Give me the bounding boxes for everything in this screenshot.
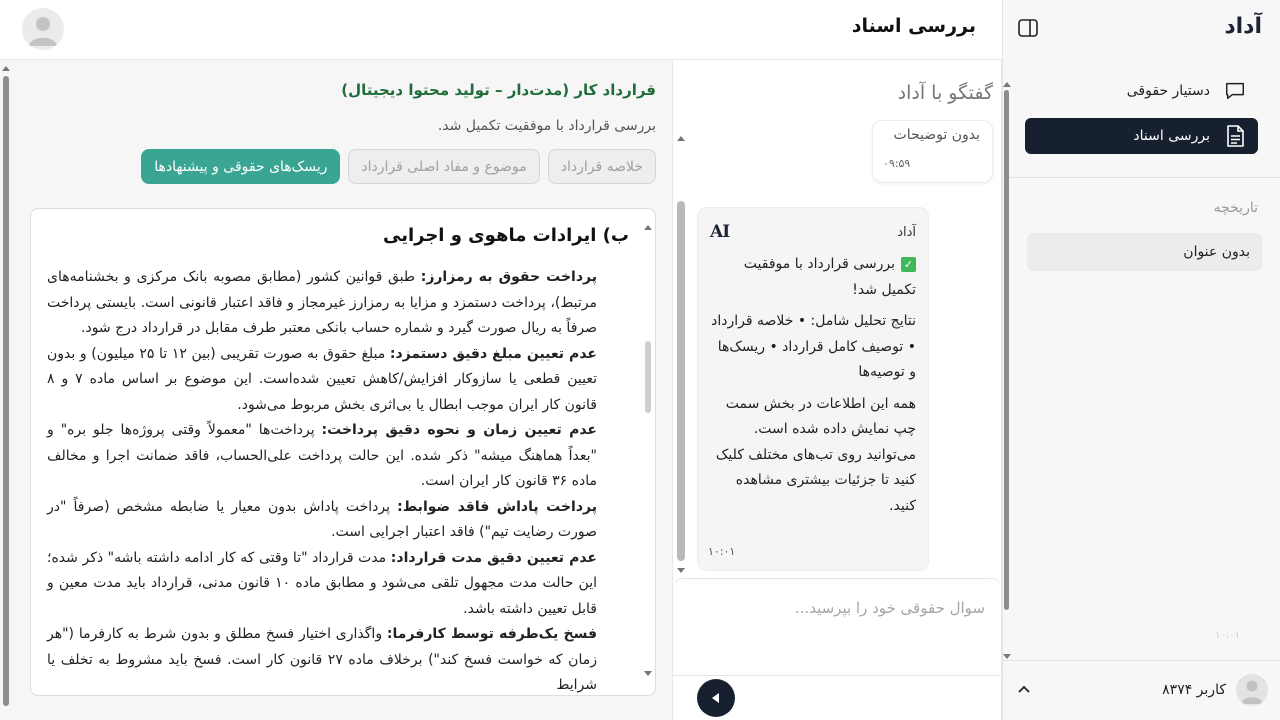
list-item: عدم تعیین مبلغ دقیق دستمزد: مبلغ حقوق به صورت تقریبی (بین ۱۲ تا ۲۵ میلیون) و بدون تعیین قطعی یا سازوکار افزایش/کاهش تعیین شده‌است. این موضوع بر اساس ماده ۷ و ۸ قانون کار ایران موجب ابطال یا بی‌اثری بخش مربوط می‌شود. — [47, 345, 597, 413]
list-item: عدم تعیین دقیق مدت قرارداد: مدت قرارداد "تا وقتی که کار ادامه داشته باشه" ذکر شده؛ این حالت مدت مجهول تلقی می‌شود و مطابق ماده ۱۰ قانون مدنی، قرارداد باید مدت معین و قابل تعیین داشته باشد. — [47, 549, 597, 617]
sidebar-item-document-review[interactable] — [1025, 118, 1258, 154]
send-arrow-icon — [709, 691, 723, 705]
message-text: نتایج تحلیل شامل: • خلاصه قرارداد • توصیف کامل قرارداد • ریسک‌ها و توصیه‌ها — [711, 313, 916, 380]
list-item: عدم تعیین زمان و نحوه دقیق پرداخت: پرداخت‌ها "معمولاً وقتی پروژه‌ها جلو بره" و "بعداً هماهنگ میشه" ذکر شده. این حالت پرداخت علی‌الحساب، فاقد ضمانت اجرا و مخالف ماده ۳۶ قانون کار ایران است. — [47, 422, 597, 489]
list-item: فسخ یک‌طرفه توسط کارفرما: واگذاری اختیار فسخ مطلق و بدون شرط به کارفرما ("هر زمان که خواست فسخ کند") برخلاف ماده ۲۷ قانون کار است. فسخ باید مشروط به تخلف یا شرایط — [47, 626, 598, 693]
document-title: قرارداد کار (مدت‌دار – تولید محتوا دیجیتال) — [341, 81, 656, 99]
document-icon — [1224, 125, 1246, 147]
card-scrollbar[interactable] — [643, 223, 653, 681]
risk-list — [47, 265, 597, 696]
user-menu[interactable] — [1017, 668, 1268, 712]
sidebar-item-legal-assistant[interactable] — [1025, 73, 1258, 109]
chat-header: گفتگو با آداد — [897, 82, 993, 104]
list-item: پرداخت حقوق به رمزارز: طبق قوانین کشور (مطابق مصوبه بانک مرکزی و بخشنامه‌های مرتبط)، پرداخت دستمزد و مزایا به رمزارز غیرمجاز و فاقد اعتبار قانونی است. بایستی پرداخت صرفاً به ریال صورت گیرد و شماره حساب بانکی معتبر طرف مقابل در قرارداد درج شود. — [47, 269, 597, 336]
tab-subject[interactable]: موضوع و مفاد اصلی قرارداد — [348, 149, 539, 184]
section-title: ب) ایرادات ماهوی و اجرایی — [382, 225, 629, 246]
list-item: پرداخت پاداش فاقد ضوابط: پرداخت پاداش بدون معیار یا ضابطه مشخص (صرفاً "در صورت رضایت تیم") فاقد اعتبار اجرایی است. — [47, 498, 597, 540]
message-time: ۱۰:۰۱ — [708, 545, 736, 558]
sidebar-item-label: بررسی اسناد — [1133, 128, 1210, 144]
faded-timestamp: ۱۰:۰۱ — [1215, 630, 1240, 641]
avatar[interactable] — [22, 8, 64, 50]
message-text: همه این اطلاعات در بخش سمت چپ نمایش داده شده است. می‌توانید روی تب‌های مختلف کلیک کنید تا جزئیات بیشتری مشاهده کنید. — [715, 395, 916, 514]
check-icon: ✓ — [901, 257, 916, 272]
user-name: کاربر ۸۳۷۴ — [1162, 682, 1226, 698]
sender-name: آداد — [897, 224, 916, 240]
message-composer — [673, 578, 1001, 720]
assistant-message — [697, 207, 929, 571]
content-card — [30, 208, 656, 696]
user-avatar-icon — [22, 8, 64, 50]
tab-risks[interactable]: ریسک‌های حقوقی و پیشنهادها — [141, 149, 340, 184]
send-button[interactable] — [697, 679, 735, 717]
chat-bubble-icon — [1224, 80, 1246, 102]
chat-panel — [672, 60, 1002, 720]
sidebar-toggle-icon[interactable] — [1017, 18, 1039, 38]
document-panel — [0, 60, 672, 720]
user-message — [872, 120, 993, 183]
sidebar — [1002, 0, 1280, 720]
chat-scrollbar[interactable] — [677, 136, 685, 576]
user-avatar-icon — [1236, 674, 1268, 706]
sidebar-scrollbar[interactable] — [1003, 70, 1011, 670]
sidebar-divider — [1003, 177, 1280, 178]
message-text: بدون توضیحات — [893, 127, 980, 143]
history-item[interactable]: بدون عنوان — [1027, 233, 1262, 271]
tab-summary[interactable]: خلاصه قرارداد — [548, 149, 656, 184]
top-bar — [0, 0, 1002, 60]
chevron-up-icon[interactable] — [1017, 682, 1031, 698]
message-text: بررسی قرارداد با موفقیت تکمیل شد! — [743, 256, 916, 298]
tab-bar — [141, 149, 656, 184]
status-text: بررسی قرارداد با موفقیت تکمیل شد. — [437, 118, 656, 134]
message-time: ۰۹:۵۹ — [883, 157, 911, 170]
page-scrollbar[interactable] — [0, 62, 12, 710]
app-logo: آداد — [1224, 14, 1262, 39]
history-heading: تاریخچه — [1213, 200, 1258, 216]
sidebar-item-label: دستیار حقوقی — [1126, 83, 1210, 99]
ai-logo-icon: AI — [710, 222, 730, 242]
page-title: بررسی اسناد — [851, 15, 976, 37]
sidebar-divider — [1003, 660, 1280, 661]
chat-input[interactable]: سوال حقوقی خود را بپرسید... — [794, 599, 985, 617]
